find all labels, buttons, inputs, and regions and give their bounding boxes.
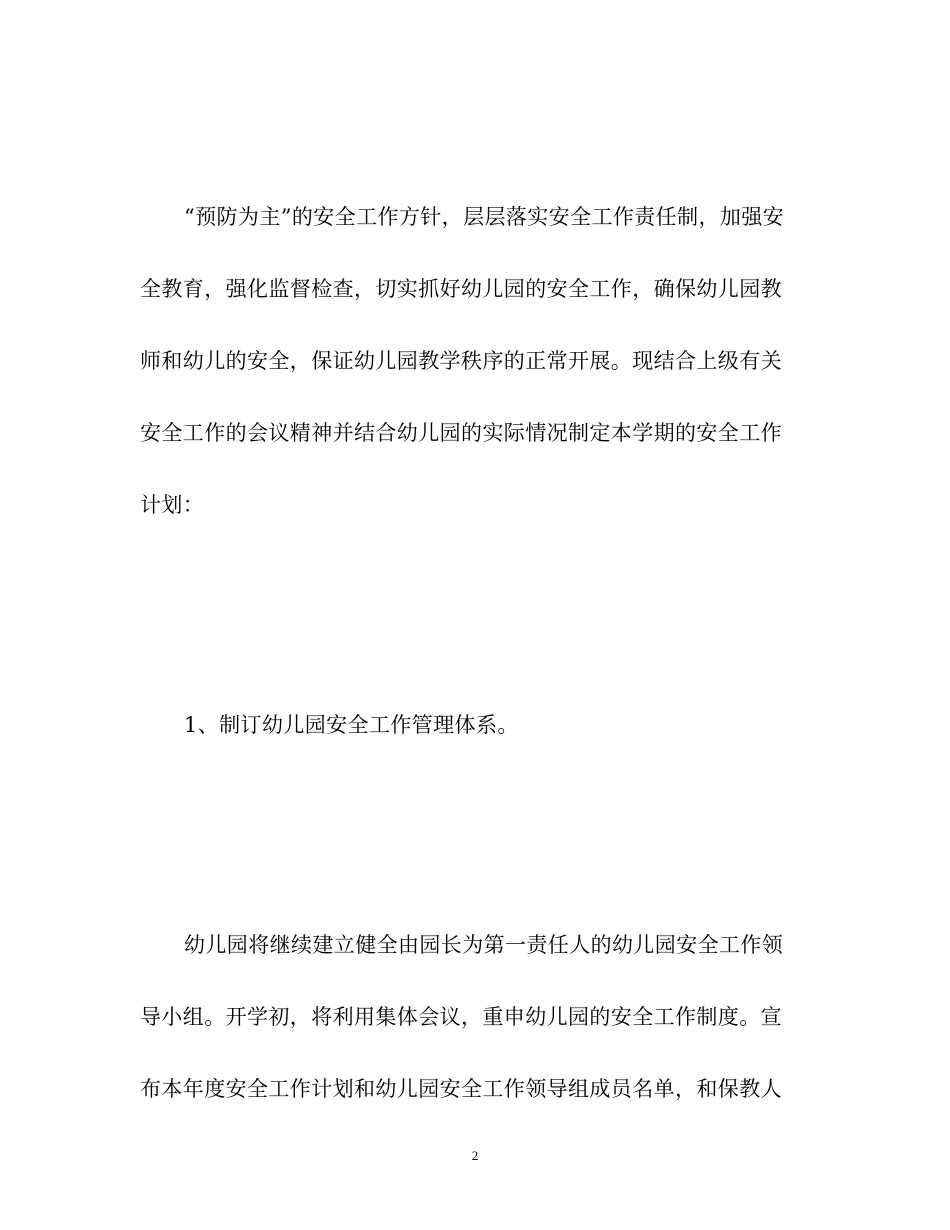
paragraph-2-line-3: 布本年度安全工作计划和幼儿园安全工作领导组成员名单，和保教人 [140, 1077, 782, 1101]
paragraph-1-line-4: 安全工作的会议精神并结合幼儿园的实际情况制定本学期的安全工作 [140, 421, 782, 445]
paragraph-1-line-5: 计划： [140, 493, 205, 517]
paragraph-1-line-2: 全教育，强化监督检查，切实抓好幼儿园的安全工作，确保幼儿园教 [140, 277, 782, 301]
paragraph-2-line-2: 导小组。开学初，将利用集体会议，重申幼儿园的安全工作制度。宣 [140, 1005, 782, 1029]
paragraph-1-line-1: “预防为主”的安全工作方针，层层落实安全工作责任制，加强安 [184, 205, 785, 229]
paragraph-2-line-1: 幼儿园将继续建立健全由园长为第一责任人的幼儿园安全工作领 [184, 933, 784, 957]
page-number: 2 [471, 1148, 479, 1163]
section-heading-1: 1、制订幼儿园安全工作管理体系。 [184, 713, 519, 737]
paragraph-1-line-3: 师和幼儿的安全，保证幼儿园教学秩序的正常开展。现结合上级有关 [140, 349, 782, 373]
